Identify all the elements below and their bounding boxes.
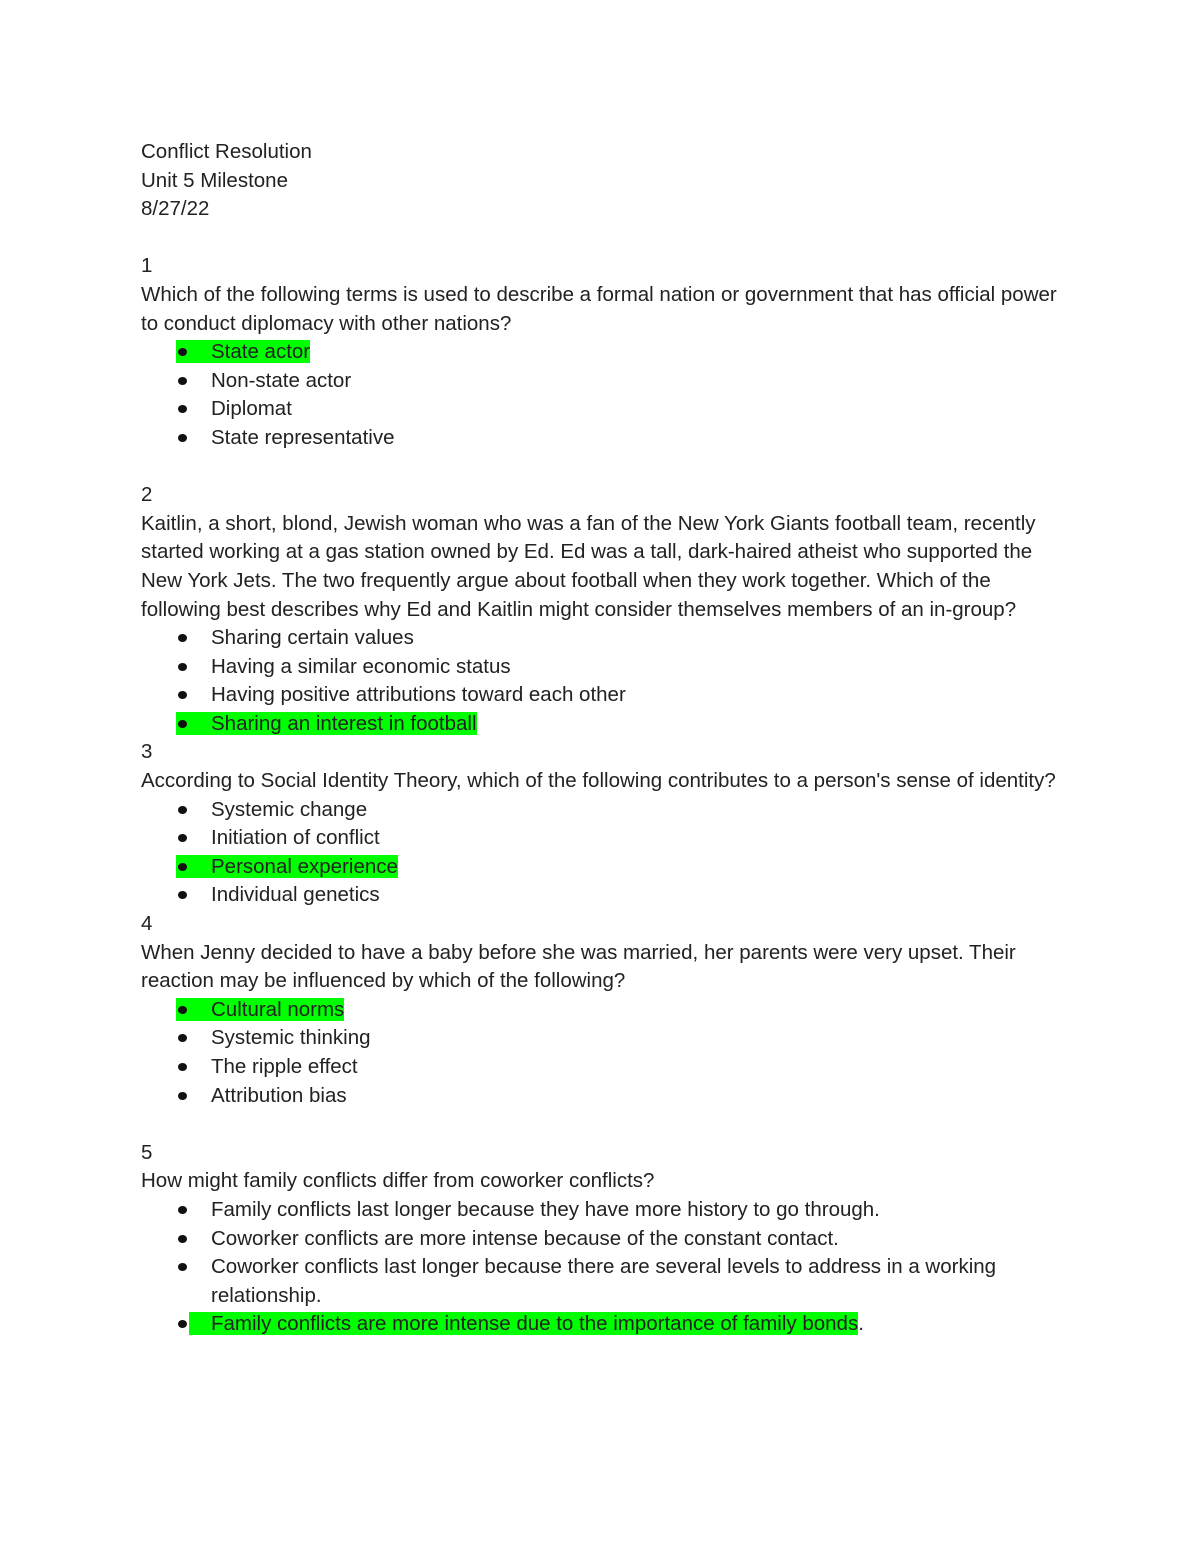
question-number: 4 (141, 912, 153, 936)
document-body (141, 138, 1071, 1339)
bullet-icon (178, 1063, 187, 1071)
spacer (141, 224, 1071, 253)
answer-options (141, 338, 1071, 452)
answer-options (141, 624, 1071, 738)
answer-option: Individual genetics (141, 881, 1071, 910)
question-number: 3 (141, 740, 153, 764)
answer-option: Non-state actor (141, 367, 1071, 396)
bullet-icon (178, 1092, 187, 1100)
bullet-icon (178, 1263, 187, 1271)
bullet-icon (178, 634, 187, 642)
document-date: 8/27/22 (141, 197, 210, 221)
trailing-period: . (858, 1312, 864, 1336)
bullet-icon (178, 863, 187, 871)
answer-options (141, 796, 1071, 910)
question-5 (141, 1139, 1071, 1339)
bullet-icon (178, 834, 187, 842)
answer-option: Family conflicts last longer because they have more history to go through. (141, 1196, 1071, 1225)
assignment-title: Unit 5 Milestone (141, 168, 288, 192)
question-number: 5 (141, 1140, 153, 1164)
answer-option-highlighted: State actor (141, 338, 1071, 367)
question-text: When Jenny decided to have a baby before she was married, her parents were very upset. Their reaction may be influenced by which of the following? (141, 940, 1016, 993)
question-3 (141, 738, 1071, 910)
answer-option: Systemic change (141, 796, 1071, 825)
bullet-icon (178, 1320, 187, 1328)
bullet-icon (178, 377, 187, 385)
question-number: 1 (141, 254, 153, 278)
bullet-icon (178, 1235, 187, 1243)
question-text: Kaitlin, a short, blond, Jewish woman who was a fan of the New York Giants football team, recently started working at a gas station owned by Ed. Ed was a tall, dark-haired atheist who supported the New York Jets. The two frequently argue about football when they work together. Which of the following best describes why Ed and Kaitlin might consider themselves members of an in-group? (141, 511, 1036, 621)
answer-option-highlighted: Cultural norms (141, 996, 1071, 1025)
question-text: How might family conflicts differ from coworker conflicts? (141, 1169, 655, 1193)
question-text: According to Social Identity Theory, which of the following contributes to a person's sense of identity? (141, 769, 1056, 793)
answer-option: Having positive attributions toward each other (141, 681, 1071, 710)
bullet-icon (178, 691, 187, 699)
bullet-icon (178, 1006, 187, 1014)
answer-option: Sharing certain values (141, 624, 1071, 653)
answer-options (141, 1196, 1071, 1339)
bullet-icon (178, 348, 187, 356)
question-text: Which of the following terms is used to describe a formal nation or government that has official power to conduct diplomacy with other nations? (141, 282, 1057, 335)
answer-options (141, 996, 1071, 1110)
question-4 (141, 910, 1071, 1110)
spacer (141, 1110, 1071, 1139)
bullet-icon (178, 1206, 187, 1214)
answer-option: Systemic thinking (141, 1024, 1071, 1053)
bullet-icon (178, 720, 187, 728)
question-number: 2 (141, 483, 153, 507)
answer-option: Having a similar economic status (141, 653, 1071, 682)
bullet-icon (178, 663, 187, 671)
answer-option: The ripple effect (141, 1053, 1071, 1082)
bullet-icon (178, 1034, 187, 1042)
bullet-icon (178, 434, 187, 442)
bullet-icon (178, 405, 187, 413)
answer-option: Coworker conflicts are more intense because of the constant contact. (141, 1225, 1071, 1254)
answer-option: Coworker conflicts last longer because there are several levels to address in a working relationship. (141, 1253, 1071, 1310)
question-2 (141, 481, 1071, 738)
answer-option: State representative (141, 424, 1071, 453)
bullet-icon (178, 806, 187, 814)
bullet-icon (178, 891, 187, 899)
answer-option: Diplomat (141, 395, 1071, 424)
spacer (141, 453, 1071, 482)
answer-option: Initiation of conflict (141, 824, 1071, 853)
question-1 (141, 252, 1071, 452)
answer-option-highlighted: Family conflicts are more intense due to the importance of family bonds. (141, 1310, 1071, 1339)
answer-option: Attribution bias (141, 1082, 1071, 1111)
course-title: Conflict Resolution (141, 140, 312, 163)
answer-option-highlighted: Personal experience (141, 853, 1071, 882)
answer-option-highlighted: Sharing an interest in football (141, 710, 1071, 739)
